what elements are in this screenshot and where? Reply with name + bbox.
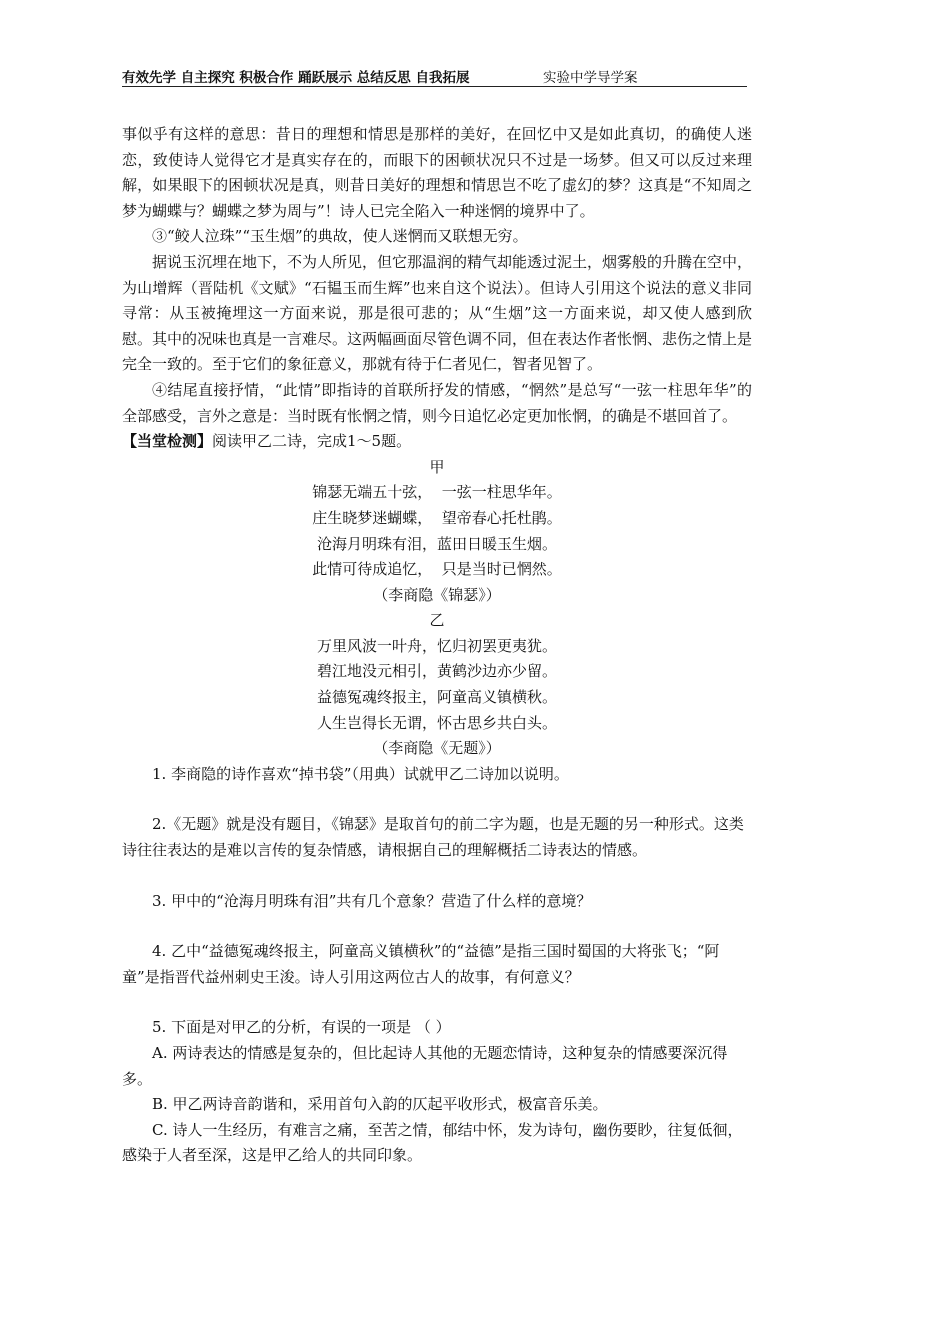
point-3: ③“鲛人泣珠”“玉生烟”的典故，使人迷惘而又联想无穷。 [152,227,528,246]
paragraph-continued: 事似乎有这样的意思：昔日的理想和情思是那样的美好，在回忆中又是如此真切，的确使人迷恋，致使诗人觉得它才是真实存在的，而眼下的困顿状况只不过是一场梦。但又可以反过来理解，如果眼下的困顿状况是真，则昔日美好的理想和情思岂不吃了虚幻的梦？这真是“不知周之梦为蝴蝶与？蝴蝶之梦为周与”！诗人已完全陷入一种迷惘的境界中了。 [122,125,752,220]
page-content [122,122,752,1169]
page-header [122,66,747,87]
test-section-tag: 【当堂检测】 [122,432,213,451]
answer-space [122,914,752,939]
question-2: 2.《无题》就是没有题目，《锦瑟》是取首句的前二字为题，也是无题的另一种形式。这类诗往往表达的是难以言传的复杂情感，请根据自己的理解概括二诗表达的情感。 [122,815,744,860]
poem-b-label: 乙 [429,611,445,630]
question-5-option-c: C. 诗人一生经历，有难言之痛，至苦之情，郁结中怀，发为诗句，幽伤要眇，往复低徊，感染于人者至深，这是甲乙给人的共同印象。 [122,1120,743,1165]
poem-b-line: 益德冤魂终报主，阿童高义镇横秋。 [316,688,557,707]
question-5-option-a: A. 两诗表达的情感是复杂的，但比起诗人其他的无题恋情诗，这种复杂的情感要深沉得多。 [122,1044,728,1088]
question-4: 4. 乙中“益德冤魂终报主，阿童高义镇横秋”的“益德”是指三国时蜀国的大将张飞；“阿童”是指晋代益州刺史王浚。诗人引用这两位古人的故事，有何意义？ [122,942,720,986]
question-1: 1. 李商隐的诗作喜欢“掉书袋”（用典）试就甲乙二诗加以说明。 [152,764,569,783]
question-3: 3. 甲中的“沧海月明珠有泪”共有几个意象？营造了什么样的意境？ [152,891,592,910]
test-intro-line [122,429,752,455]
poem-a-line: 此情可待成追忆， 只是当时已惘然。 [312,560,562,579]
poem-a-line: 沧海月明珠有泪，蓝田日暖玉生烟。 [316,534,557,553]
answer-space [122,864,752,889]
poem-a-line: 锦瑟无端五十弦， 一弦一柱思华年。 [312,483,562,502]
poem-b-line: 万里风波一叶舟，忆归初罢更夷犹。 [316,636,557,655]
poem-b-line: 碧江地没元相引，黄鹤沙边亦少留。 [316,662,557,681]
test-intro: 阅读甲乙二诗，完成1～5题。 [212,432,412,451]
answer-space [122,990,752,1015]
poem-a-line: 庄生晓梦迷蝴蝶， 望帝春心托杜鹃。 [312,508,562,527]
poem-a [122,455,752,609]
poem-a-source: （李商隐《锦瑟》） [373,585,501,604]
paragraph-jade-smoke: 据说玉沉埋在地下，不为人所见，但它那温润的精气却能透过泥土，烟雾般的升腾在空中，为山增辉（晋陆机《文赋》“石韫玉而生辉”也来自这个说法）。但诗人引用这个说法的意义非同寻常：从玉被掩埋这一方面来说，那是很可悲的；从“生烟”这一方面来说，却又使人感到欣慰。其中的况味也真是一言难尽。这两幅画面尽管色调不同，但在表达作者怅惘、悲伤之情上是完全一致的。至于它们的象征意义，那就有待于仁者见仁，智者见智了。 [122,252,753,374]
point-4: ④结尾直接抒情，“此情”即指诗的首联所抒发的情感，“惘然”是总写“一弦一柱思年华”的全部感受，言外之意是：当时既有怅惘之情，则今日追忆必定更加怅惘，的确是不堪回首了。 [122,380,752,425]
poem-b-line: 人生岂得长无谓，怀古思乡共白头。 [316,713,557,732]
poem-b [122,608,752,762]
header-motto: 有效先学 自主探究 积极合作 踊跃展示 总结反思 自我拓展 [122,70,470,86]
question-5: 5. 下面是对甲乙的分析，有误的一项是 （ ） [152,1018,451,1037]
answer-space [122,787,752,812]
poem-b-source: （李商隐《无题》） [373,739,501,758]
question-5-option-b: B. 甲乙两诗音韵谐和，采用首句入韵的仄起平收形式，极富音乐美。 [152,1095,608,1114]
poem-a-label: 甲 [429,457,445,476]
header-school: 实验中学导学案 [543,70,638,86]
